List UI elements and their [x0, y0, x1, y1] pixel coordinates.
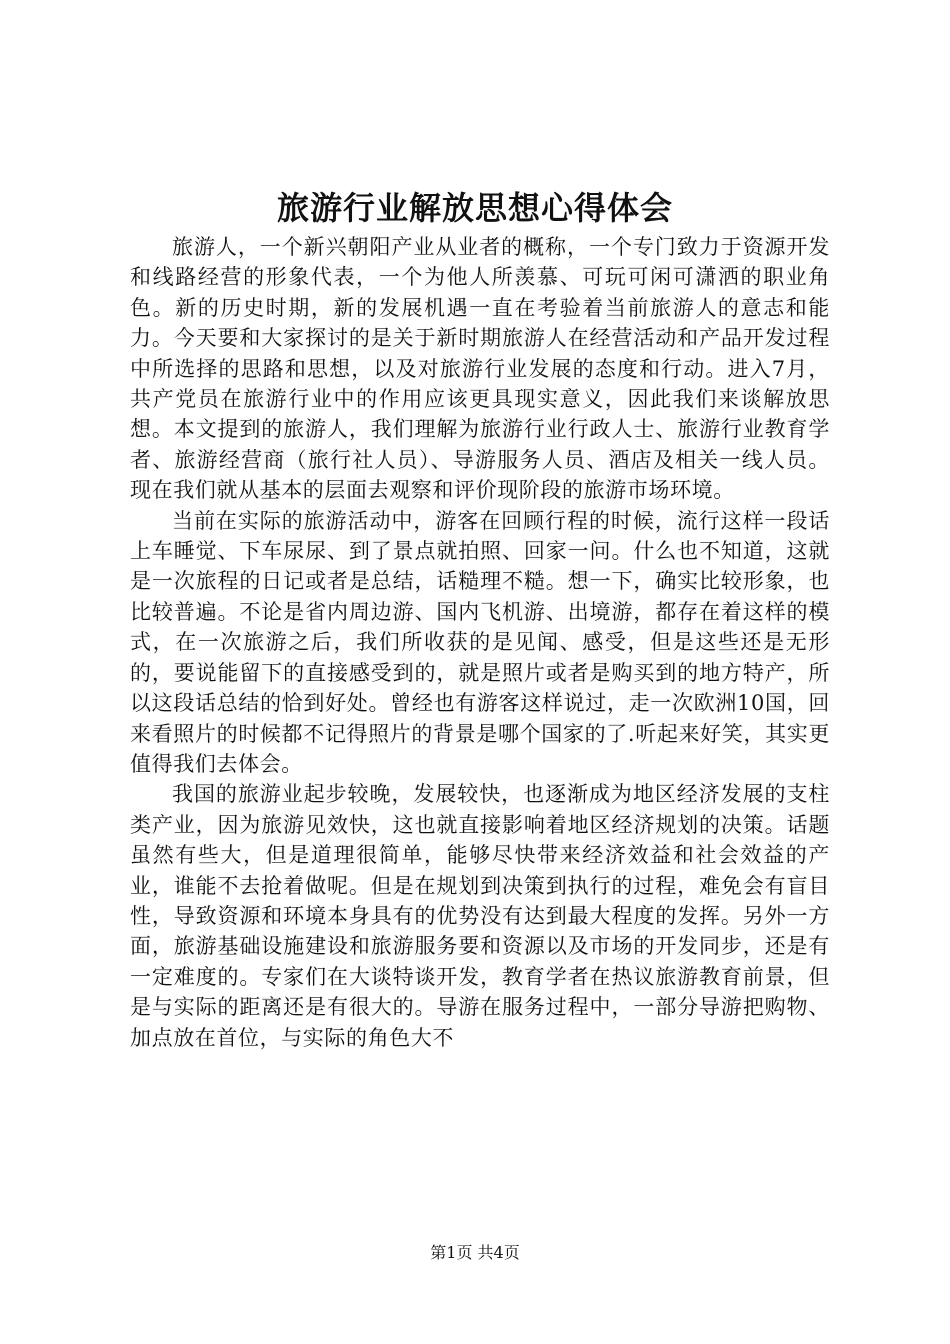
paragraph-2: 当前在实际的旅游活动中，游客在回顾行程的时候，流行这样一段话上车睡觉、下车尿尿、到了景点就拍照、回家一问。什么也不知道，这就是一次旅程的日记或者是总结，话糙理不糙。想一下，确实比较形象，也比较普遍。不论是省内周边游、国内飞机游、出境游，都存在着这样的模式，在一次旅游之后，我们所收获的是见闻、感受，但是这些还是无形的，要说能留下的直接感受到的，就是照片或者是购买到的地方特产，所以这段话总结的恰到好处。曾经也有游客这样说过，走一次欧洲10国，回来看照片的时候都不记得照片的背景是哪个国家的了.听起来好笑，其实更值得我们去体会。 [130, 508, 830, 776]
page-number-footer: 第1页 共4页 [430, 1243, 520, 1262]
document-body [130, 232, 830, 1053]
document-title: 旅游行业解放思想心得体会 [276, 189, 673, 227]
paragraph-3: 我国的旅游业起步较晚，发展较快，也逐渐成为地区经济发展的支柱类产业，因为旅游见效快，这也就直接影响着地区经济规划的决策。话题虽然有些大，但是道理很简单，能够尽快带来经济效益和社会效益的产业，谁能不去抢着做呢。但是在规划到决策到执行的过程，难免会有盲目性，导致资源和环境本身具有的优势没有达到最大程度的发挥。另外一方面，旅游基础设施建设和旅游服务要和资源以及市场的开发同步，还是有一定难度的。专家们在大谈特谈开发，教育学者在热议旅游教育前景，但是与实际的距离还是有很大的。导游在服务过程中，一部分导游把购物、加点放在首位，与实际的角色大不 [130, 782, 830, 1050]
paragraph-1: 旅游人，一个新兴朝阳产业从业者的概称，一个专门致力于资源开发和线路经营的形象代表，一个为他人所羡慕、可玩可闲可潇洒的职业角色。新的历史时期，新的发展机遇一直在考验着当前旅游人的意志和能力。今天要和大家探讨的是关于新时期旅游人在经营活动和产品开发过程中所选择的思路和思想，以及对旅游行业发展的态度和行动。进入7月，共产党员在旅游行业中的作用应该更具现实意义，因此我们来谈解放思想。本文提到的旅游人，我们理解为旅游行业行政人士、旅游行业教育学者、旅游经营商（旅行社人员）、导游服务人员、酒店及相关一线人员。现在我们就从基本的层面去观察和评价现阶段的旅游市场环境。 [130, 235, 830, 503]
